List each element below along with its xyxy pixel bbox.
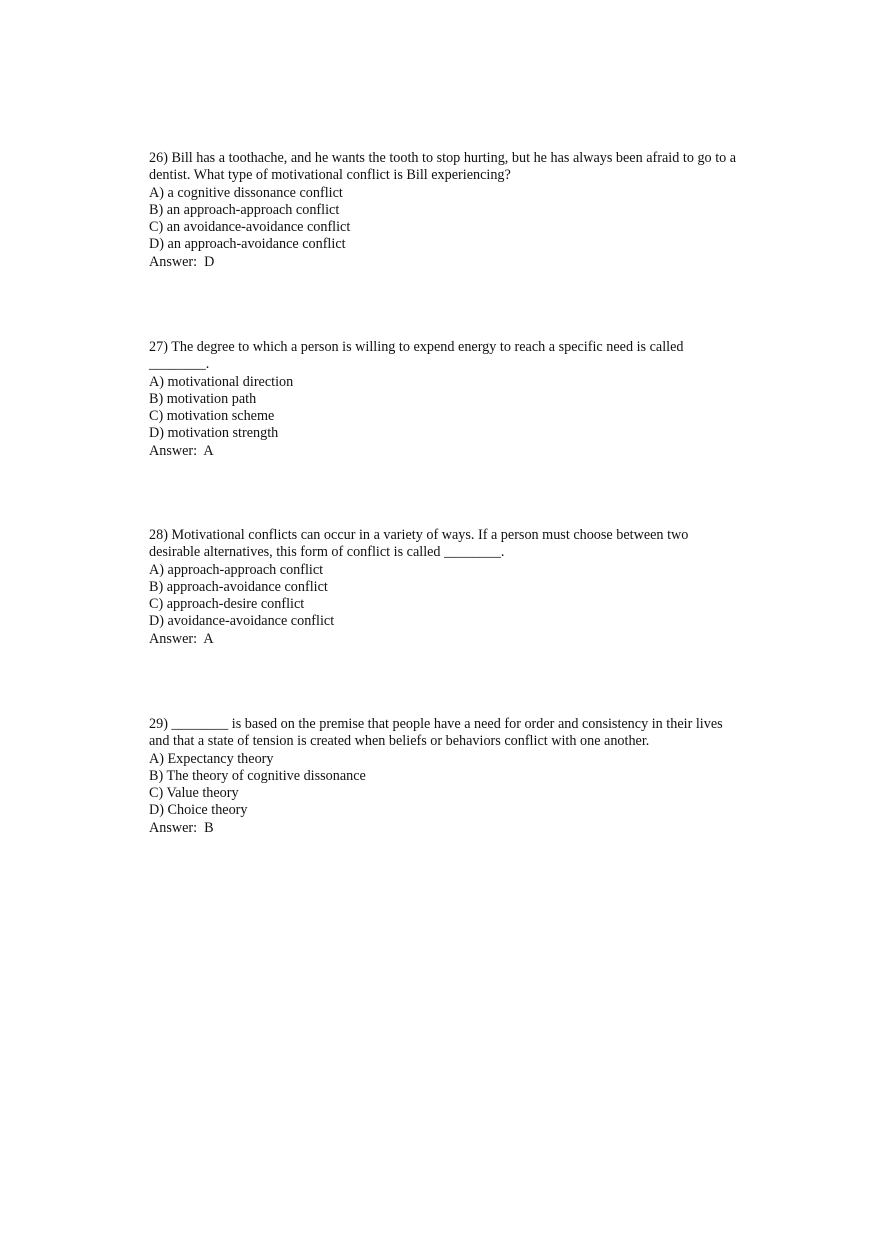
answer-line: Answer: A	[149, 630, 214, 647]
option-a: A) a cognitive dissonance conflict	[149, 184, 343, 201]
option-b: B) an approach-approach conflict	[149, 201, 340, 218]
option-b: B) motivation path	[149, 390, 257, 407]
option-d: D) avoidance-avoidance conflict	[149, 613, 335, 630]
option-c: C) an avoidance-avoidance conflict	[149, 219, 351, 236]
option-d: D) Choice theory	[149, 802, 248, 819]
answer-line: Answer: D	[149, 253, 215, 270]
option-d: D) an approach-avoidance conflict	[149, 236, 346, 253]
option-c: C) Value theory	[149, 785, 239, 802]
question-26	[149, 150, 739, 271]
option-c: C) approach-desire conflict	[149, 596, 305, 613]
option-b: B) approach-avoidance conflict	[149, 578, 328, 595]
question-text: 26) Bill has a toothache, and he wants the tooth to stop hurting, but he has always been afraid to go to a dentist. What type of motivational conflict is Bill experiencing?	[149, 150, 740, 184]
option-a: A) Expectancy theory	[149, 750, 274, 767]
option-b: B) The theory of cognitive dissonance	[149, 767, 366, 784]
question-29	[149, 716, 739, 837]
question-text: 27) The degree to which a person is willing to expend energy to reach a specific need is called ________.	[149, 339, 688, 373]
option-a: A) approach-approach conflict	[149, 561, 324, 578]
question-27	[149, 339, 739, 460]
question-text: 28) Motivational conflicts can occur in a variety of ways. If a person must choose between two desirable alternatives, this form of conflict is called ________.	[149, 527, 692, 561]
question-28	[149, 527, 739, 648]
option-d: D) motivation strength	[149, 425, 279, 442]
answer-line: Answer: A	[149, 442, 214, 459]
question-text: 29) ________ is based on the premise that people have a need for order and consistency in their lives and that a state of tension is created when beliefs or behaviors conflict with one another.	[149, 716, 727, 750]
option-c: C) motivation scheme	[149, 408, 275, 425]
option-a: A) motivational direction	[149, 373, 294, 390]
answer-line: Answer: B	[149, 819, 214, 836]
